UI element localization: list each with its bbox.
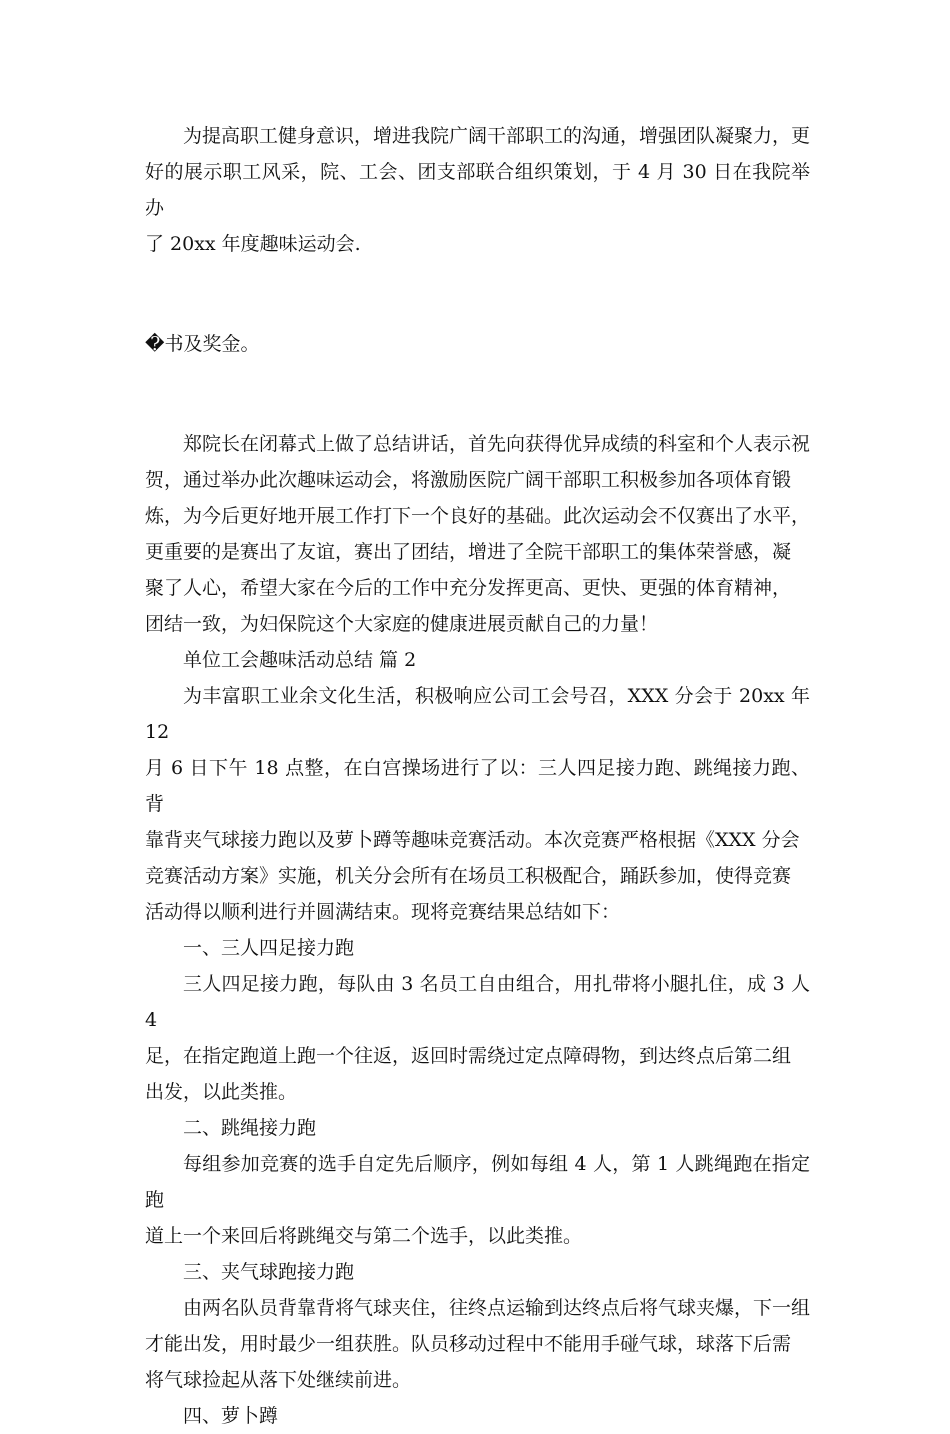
text-line: 更重要的是赛出了友谊，赛出了团结，增进了全院干部职工的集体荣誉感，凝 — [145, 541, 792, 563]
text-line: 竞赛活动方案》实施，机关分会所有在场员工积极配合，踊跃参加，使得竞赛 — [145, 865, 792, 887]
paragraph-intro — [145, 118, 810, 262]
paragraph-item-2 — [145, 1146, 810, 1254]
text-line: �书及奖金。 — [145, 333, 260, 355]
text-line: 单位工会趣味活动总结 篇 2 — [183, 649, 417, 671]
text-line: 每组参加竞赛的选手自定先后顺序，例如每组 4 人，第 1 人跳绳跑在指定跑 — [145, 1153, 810, 1211]
text-line: 由两名队员背靠背将气球夹住，往终点运输到达终点后将气球夹爆，下一组 — [183, 1297, 811, 1319]
text-line: 四、萝卜蹲 — [183, 1405, 279, 1427]
text-line: 道上一个来回后将跳绳交与第二个选手，以此类推。 — [145, 1225, 583, 1247]
paragraph-activity-intro — [145, 678, 810, 930]
heading-item-3 — [145, 1254, 810, 1290]
text-line: 了 20xx 年度趣味运动会. — [145, 233, 361, 255]
text-line: 好的展示职工风采，院、工会、团支部联合组织策划，于 4 月 30 日在我院举办 — [145, 161, 810, 219]
text-line: 二、跳绳接力跑 — [183, 1117, 317, 1139]
text-line: 出发，以此类推。 — [145, 1081, 298, 1103]
text-line: 一、三人四足接力跑 — [183, 937, 355, 959]
heading-item-1 — [145, 930, 810, 966]
paragraph-item-3 — [145, 1290, 810, 1398]
text-line: 郑院长在闭幕式上做了总结讲话，首先向获得优异成绩的科室和个人表示祝 — [183, 433, 811, 455]
text-line: 将气球捡起从落下处继续前进。 — [145, 1369, 412, 1391]
text-line: 三人四足接力跑，每队由 3 名员工自由组合，用扎带将小腿扎住，成 3 人 4 — [145, 973, 810, 1031]
text-line: 团结一致，为妇保院这个大家庭的健康进展贡献自己的力量！ — [145, 613, 659, 635]
heading-item-2 — [145, 1110, 810, 1146]
text-line: 贺，通过举办此次趣味运动会，将激励医院广阔干部职工积极参加各项体育锻 — [145, 469, 792, 491]
text-line: 月 6 日下午 18 点整，在白宫操场进行了以：三人四足接力跑、跳绳接力跑、背 — [145, 757, 810, 815]
document-body — [145, 118, 810, 1434]
text-line: 活动得以顺利进行并圆满结束。现将竞赛结果总结如下： — [145, 901, 621, 923]
text-line: 靠背夹气球接力跑以及萝卜蹲等趣味竞赛活动。本次竞赛严格根据《XXX 分会 — [145, 829, 800, 851]
paragraph-item-1 — [145, 966, 810, 1110]
paragraph-fragment — [145, 326, 810, 362]
text-line: 才能出发，用时最少一组获胜。队员移动过程中不能用手碰气球，球落下后需 — [145, 1333, 792, 1355]
text-line: 炼，为今后更好地开展工作打下一个良好的基础。此次运动会不仅赛出了水平， — [145, 505, 811, 527]
heading-item-4 — [145, 1398, 810, 1434]
text-line: 聚了人心，希望大家在今后的工作中充分发挥更高、更快、更强的体育精神， — [145, 577, 792, 599]
paragraph-closing-speech — [145, 426, 810, 642]
text-line: 为提高职工健身意识，增进我院广阔干部职工的沟通，增强团队凝聚力，更 — [183, 125, 811, 147]
section-heading-piece-2 — [145, 642, 810, 678]
text-line: 足，在指定跑道上跑一个往返，返回时需绕过定点障碍物，到达终点后第二组 — [145, 1045, 792, 1067]
text-line: 三、夹气球跑接力跑 — [183, 1261, 355, 1283]
text-line: 为丰富职工业余文化生活，积极响应公司工会号召，XXX 分会于 20xx 年 12 — [145, 685, 810, 743]
